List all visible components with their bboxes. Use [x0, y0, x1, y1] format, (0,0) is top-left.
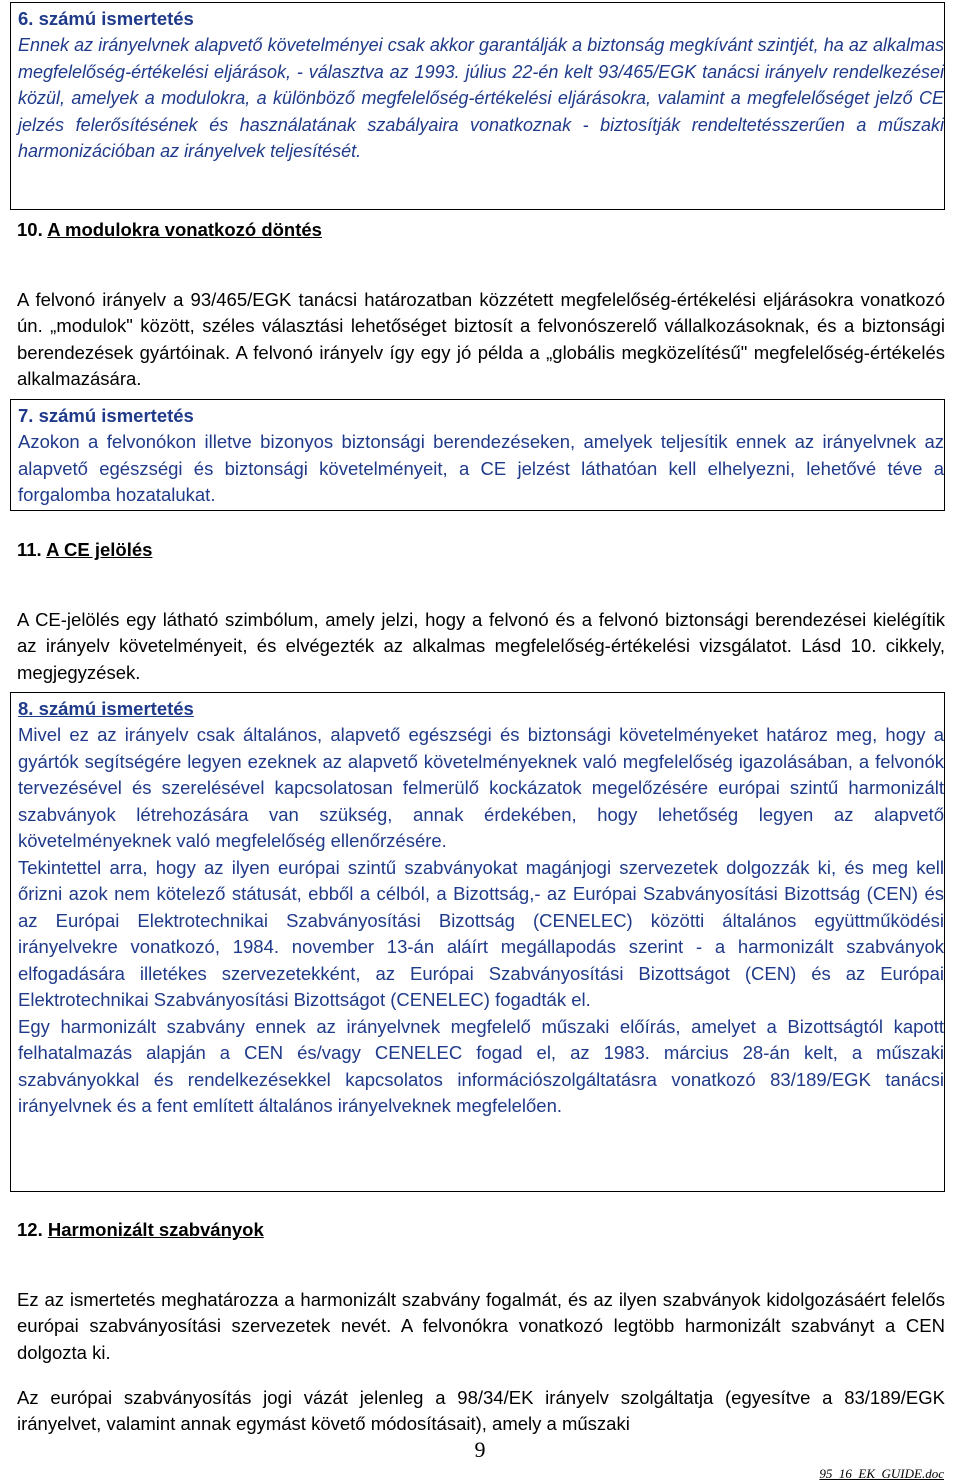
note-8-paragraph: Mivel ez az irányelv csak általános, alapvető egészségi és biztonsági követelményeket határoz meg, hogy a gyártók segítségére legyen ezeknek az alapvető követelményeknek való megfelelőség igazolásában, a felvonók tervezésével és szerelésével kapcsolatosan felmerülő kockázatok megelőzésére európai szintű harmonizált szabványok létrehozására van szükség, annak érdekében, hogy lehetőség legyen az alapvető követelményeknek való megfelelőség ellenőrzésére. [18, 724, 944, 851]
section-12-heading [17, 1218, 264, 1242]
note-8-title: 8. számú ismertetés [18, 698, 194, 719]
section-10-text: A felvonó irányelv a 93/465/EGK tanácsi határozatban közzétett megfelelőség-értékelési eljárásokra vonatkozó ún. „modulok" között, széles választási lehetőséget biztosít a felvonószerelő vállalkozásoknak, és a biztonsági berendezések gyártóinak. A felvonó irányelv így egy jó példa a „globális megközelítésű" megfelelőség-értékelés alkalmazására. [17, 288, 945, 389]
section-11-number: 11. [17, 539, 42, 560]
note-7-title: 7. számú ismertetés [18, 405, 194, 426]
document-filename: 95_16_EK_GUIDE.doc [819, 1466, 944, 1481]
section-11-title: A CE jelölés [46, 539, 153, 560]
note-7-text: Azokon a felvonókon illetve bizonyos biztonsági berendezéseken, amelyek teljesítik ennek az irányelvnek az alapvető egészségi és biztonsági követelményeit, a CE jelzést láthatóan kell elhelyezni, lehetővé téve a forgalomba hozatalukat. [18, 431, 944, 505]
note-6-title: 6. számú ismertetés [18, 8, 194, 29]
note-8-paragraph: Egy harmonizált szabvány ennek az irányelvnek megfelelő műszaki előírás, amelyet a Bizottságtól kapott felhatalmazás alapján a CEN és/vagy CENELEC fogad el, az 1983. március 28-án kelt, a műszaki szabványokkal és rendelkezésekkel kapcsolatos információszolgáltatásra vonatkozó 83/189/EGK tanácsi irányelvnek és a fent említett általános irányelveknek megfelelően. [18, 1015, 944, 1116]
page-number: 9 [474, 1437, 486, 1462]
section-11-heading [17, 538, 152, 562]
section-10-body [17, 268, 945, 411]
section-10-heading [17, 218, 322, 242]
note-8-paragraph: Tekintettel arra, hogy az ilyen európai szintű szabványokat magánjogi szervezetek dolgozzák ki, és meg kell őrizni azok nem kötelező státusát, ebből a célból, a Bizottság,- az Európai Szabványosítási Bizottság (CEN) és az Európai Elektrotechnikai Szabványosítási Bizottság (CENELEC) közötti általános együttműködési irányelvekre vonatkozó, 1984. november 13-án aláírt megállapodás szerint - a harmonizált szabványok elfogadására illetékes szervezetekként, az Európai Szabványosítási Bizottságot (CEN) és az Európai Elektrotechnikai Szabványosítási Bizottságot (CENELEC) fogadták el. [18, 856, 944, 1010]
note-box-6 [10, 2, 945, 210]
section-12-title: Harmonizált szabványok [47, 1219, 264, 1240]
section-12-body [17, 1268, 945, 1456]
section-11-body [17, 588, 945, 705]
section-12-number: 12. [17, 1219, 43, 1240]
section-11-text: A CE-jelölés egy látható szimbólum, amely jelzi, hogy a felvonó és a felvonó biztonsági berendezései kielégítik az irányelv követelményeit, és elvégezték az alkalmas megfelelőség-értékelési vizsgálatot. Lásd 10. cikkely, megjegyzések. [17, 608, 945, 683]
note-6-text: Ennek az irányelvnek alapvető követelményei csak akkor garantálják a biztonság megkívánt szintjét, ha az alkalmas megfelelőség-értékelési eljárások, - választva az 1993. július 22-én kelt 93/465/EGK tanácsi irányelv rendelkezései közül, amelyek a modulokra, a különböző megfelelőség-értékelési eljárásokra, valamint a megfelelőséget jelző CE jelzés felerősítésének és használatának szabályaira vonatkoznak - biztosítják rendeltetésszerűen a műszaki harmonizációban az irányelvek teljesítését. [18, 35, 944, 161]
section-10-number: 10. [17, 219, 43, 240]
note-box-8 [10, 692, 945, 1192]
note-box-7 [10, 399, 945, 511]
section-12-paragraph: Ez az ismertetés meghatározza a harmonizált szabvány fogalmát, és az ilyen szabványok kidolgozásáért felelős európai szabványosítási szervezetek nevét. A felvonókra vonatkozó legtöbb harmonizált szabványt a CEN dolgozta ki. [17, 1288, 945, 1363]
section-10-title: A modulokra vonatkozó döntés [47, 219, 322, 240]
section-12-paragraph: Az európai szabványosítás jogi vázát jelenleg a 98/34/EK irányelv szolgáltatja (egyesítve a 83/189/EGK irányelvet, valamint annak egymást követő módosításait), amely a műszaki [17, 1386, 945, 1434]
